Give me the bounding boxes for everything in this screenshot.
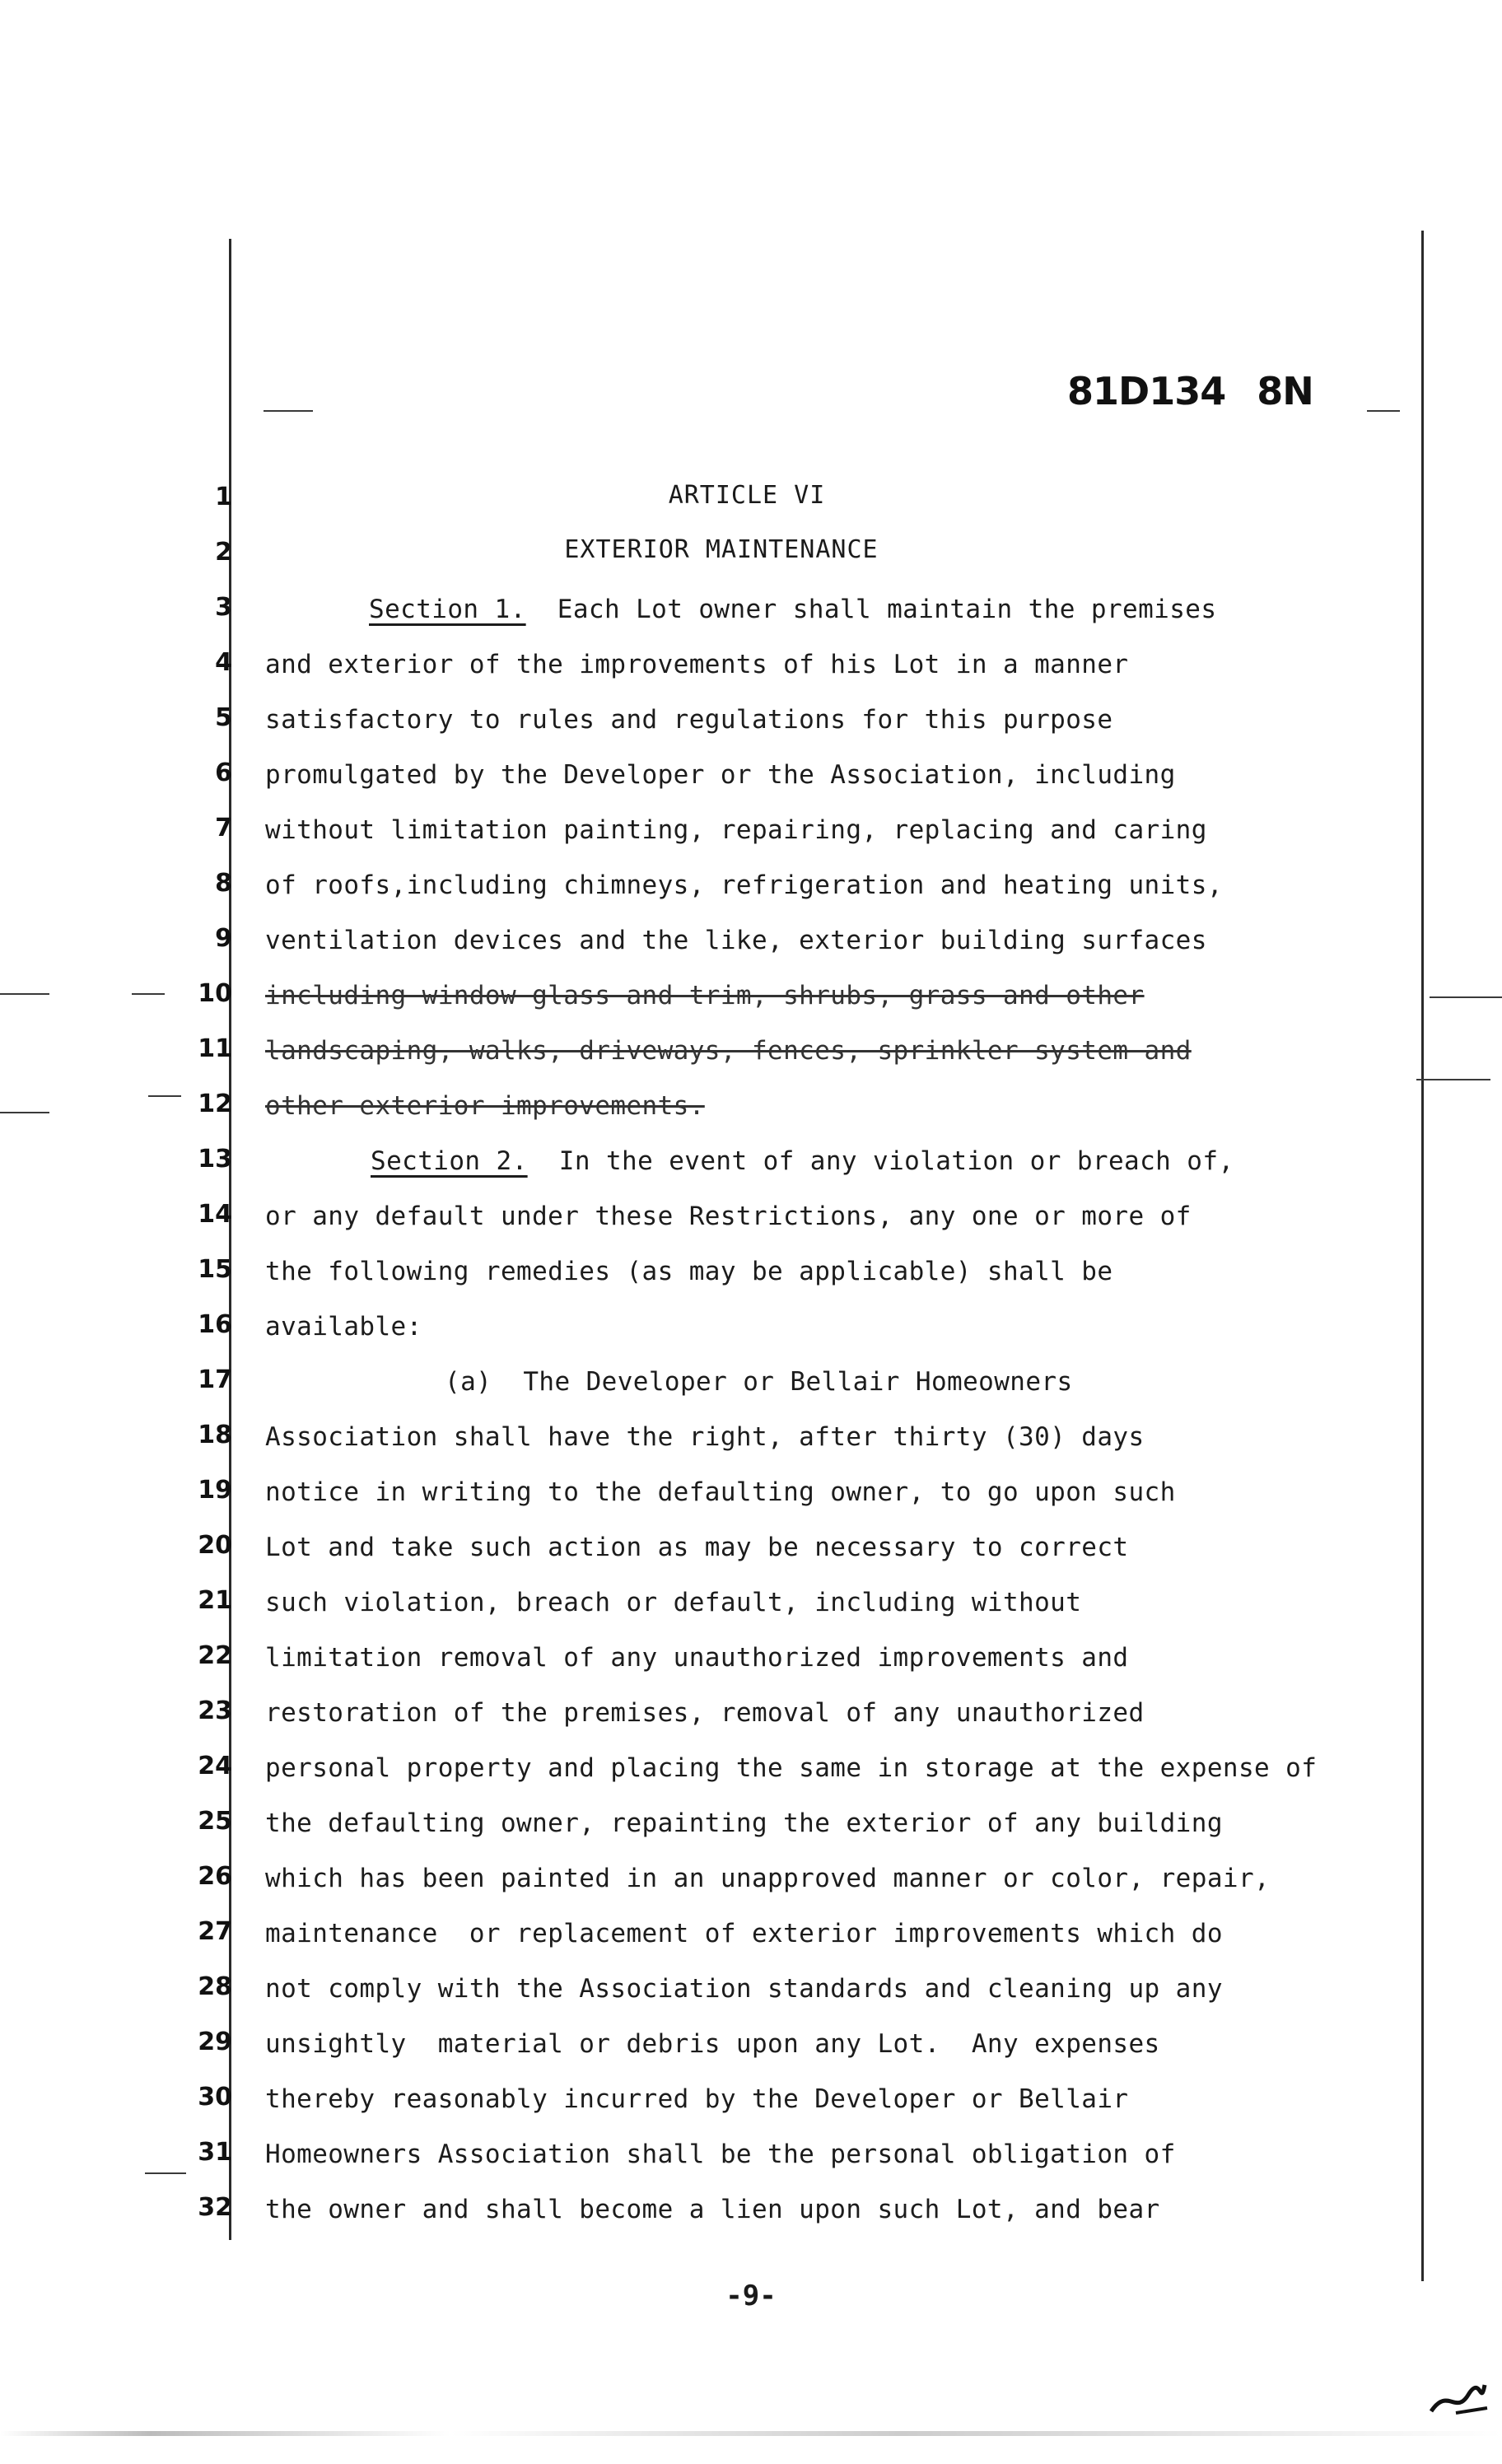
line-text: without limitation painting, repairing, replacing and caring bbox=[265, 815, 1207, 845]
text-line bbox=[265, 1091, 705, 1121]
line-text: including window glass and trim, shrubs, grass and other bbox=[265, 981, 1145, 1010]
line-number: 29 bbox=[198, 2028, 232, 2056]
text-line bbox=[369, 595, 1216, 624]
article-subtitle: EXTERIOR MAINTENANCE bbox=[564, 535, 879, 564]
line-text: Lot and take such action as may be necessary to correct bbox=[265, 1533, 1129, 1562]
line-number: 21 bbox=[198, 1586, 232, 1615]
text-line bbox=[265, 2140, 1176, 2169]
line-text: maintenance or replacement of exterior improvements which do bbox=[265, 1919, 1223, 1948]
line-number: 3 bbox=[215, 593, 232, 622]
line-number: 31 bbox=[198, 2138, 232, 2167]
line-number: 18 bbox=[198, 1421, 232, 1449]
text-line bbox=[265, 705, 1113, 735]
margin-dash bbox=[145, 2172, 186, 2174]
line-text: other exterior improvements. bbox=[265, 1091, 705, 1121]
text-line bbox=[265, 1533, 1129, 1562]
line-number: 28 bbox=[198, 1972, 232, 2001]
line-text: Homeowners Association shall be the personal obligation of bbox=[265, 2140, 1176, 2169]
text-line bbox=[265, 815, 1207, 845]
line-number: 9 bbox=[215, 924, 232, 953]
signature-mark bbox=[1423, 2378, 1489, 2420]
text-line bbox=[265, 1753, 1317, 1783]
line-number: 26 bbox=[198, 1862, 232, 1891]
text-line bbox=[265, 1477, 1176, 1507]
text-line bbox=[265, 650, 1129, 679]
line-number: 22 bbox=[198, 1641, 232, 1670]
line-number: 13 bbox=[198, 1145, 232, 1174]
line-number: 20 bbox=[198, 1531, 232, 1560]
line-number: 15 bbox=[198, 1255, 232, 1284]
text-line bbox=[265, 981, 1145, 1010]
margin-dash bbox=[148, 1095, 181, 1097]
line-text: satisfactory to rules and regulations for this purpose bbox=[265, 705, 1113, 735]
line-number: 23 bbox=[198, 1696, 232, 1725]
line-number: 14 bbox=[198, 1200, 232, 1229]
margin-dash bbox=[0, 1112, 49, 1113]
text-line bbox=[265, 1643, 1129, 1673]
line-number: 6 bbox=[215, 758, 232, 787]
line-text: and exterior of the improvements of his Lot in a manner bbox=[265, 650, 1129, 679]
text-line bbox=[371, 1146, 1234, 1176]
margin-dash bbox=[132, 993, 165, 995]
line-number: 8 bbox=[215, 869, 232, 898]
line-text: such violation, breach or default, including without bbox=[265, 1588, 1082, 1617]
margin-dash bbox=[264, 410, 313, 412]
line-number: 10 bbox=[198, 979, 232, 1008]
line-text: In the event of any violation or breach of, bbox=[527, 1146, 1234, 1176]
line-number: 32 bbox=[198, 2193, 232, 2222]
line-number: 11 bbox=[198, 1034, 232, 1063]
text-line bbox=[265, 760, 1176, 790]
text-line bbox=[265, 1422, 1145, 1452]
line-text: ventilation devices and the like, exterior building surfaces bbox=[265, 926, 1207, 955]
line-text: thereby reasonably incurred by the Developer or Bellair bbox=[265, 2084, 1129, 2114]
margin-dash bbox=[1416, 1079, 1490, 1080]
text-line bbox=[265, 1312, 422, 1342]
text-line bbox=[265, 1919, 1223, 1948]
line-number: 4 bbox=[215, 648, 232, 677]
line-text: personal property and placing the same in storage at the expense of bbox=[265, 1753, 1318, 1783]
text-line bbox=[265, 1202, 1192, 1231]
text-line bbox=[265, 1257, 1113, 1286]
line-text: landscaping, walks, driveways, fences, sprinkler system and bbox=[265, 1036, 1192, 1066]
document-suffix: 8N bbox=[1257, 369, 1313, 413]
line-number: 17 bbox=[198, 1365, 232, 1394]
text-line bbox=[265, 1588, 1081, 1617]
document-number-stamp bbox=[1067, 369, 1313, 413]
line-text: limitation removal of any unauthorized improvements and bbox=[265, 1643, 1129, 1673]
line-number: 7 bbox=[215, 814, 232, 842]
text-line bbox=[265, 1808, 1223, 1838]
text-line bbox=[265, 1036, 1192, 1066]
line-text: which has been painted in an unapproved manner or color, repair, bbox=[265, 1864, 1271, 1893]
text-line bbox=[265, 1698, 1145, 1728]
page-number: -9- bbox=[725, 2280, 777, 2312]
line-text: unsightly material or debris upon any Lot. Any expenses bbox=[265, 2029, 1160, 2059]
article-title: ARTICLE VI bbox=[668, 481, 826, 510]
line-text: available: bbox=[265, 1312, 422, 1342]
text-line bbox=[445, 1367, 1073, 1397]
line-text: not comply with the Association standards and cleaning up any bbox=[265, 1974, 1223, 2004]
line-text: (a) The Developer or Bellair Homeowners bbox=[445, 1367, 1073, 1397]
line-text: restoration of the premises, removal of any unauthorized bbox=[265, 1698, 1145, 1728]
line-number: 16 bbox=[198, 1310, 232, 1339]
text-line bbox=[265, 2084, 1129, 2114]
text-line bbox=[265, 926, 1207, 955]
line-text: the owner and shall become a lien upon such Lot, and bear bbox=[265, 2195, 1160, 2224]
line-number: 5 bbox=[215, 703, 232, 732]
scan-edge bbox=[0, 2431, 1502, 2436]
line-number: 1 bbox=[215, 483, 232, 511]
line-text: or any default under these Restrictions, any one or more of bbox=[265, 1202, 1192, 1231]
text-line bbox=[265, 1974, 1223, 2004]
document-number: 81D134 bbox=[1067, 369, 1226, 413]
line-number: 12 bbox=[198, 1090, 232, 1118]
line-text: promulgated by the Developer or the Association, including bbox=[265, 760, 1176, 790]
line-text: the following remedies (as may be applicable) shall be bbox=[265, 1257, 1113, 1286]
section-heading: Section 2. bbox=[371, 1146, 528, 1176]
text-line bbox=[265, 1864, 1270, 1893]
margin-dash bbox=[1430, 996, 1502, 998]
text-line bbox=[265, 870, 1223, 900]
line-text: Association shall have the right, after thirty (30) days bbox=[265, 1422, 1145, 1452]
line-number: 24 bbox=[198, 1752, 232, 1780]
line-text: Each Lot owner shall maintain the premises bbox=[525, 595, 1217, 624]
line-number: 27 bbox=[198, 1917, 232, 1946]
line-number: 30 bbox=[198, 2083, 232, 2112]
line-text: the defaulting owner, repainting the exterior of any building bbox=[265, 1808, 1223, 1838]
margin-dash bbox=[1367, 410, 1400, 412]
line-number: 19 bbox=[198, 1476, 232, 1505]
margin-dash bbox=[0, 993, 49, 995]
line-text: of roofs,including chimneys, refrigeration and heating units, bbox=[265, 870, 1223, 900]
line-number: 25 bbox=[198, 1807, 232, 1836]
text-line bbox=[265, 2029, 1160, 2059]
section-heading: Section 1. bbox=[369, 595, 526, 624]
line-text: notice in writing to the defaulting owner, to go upon such bbox=[265, 1477, 1176, 1507]
line-number: 2 bbox=[215, 538, 232, 567]
text-line bbox=[265, 2195, 1160, 2224]
